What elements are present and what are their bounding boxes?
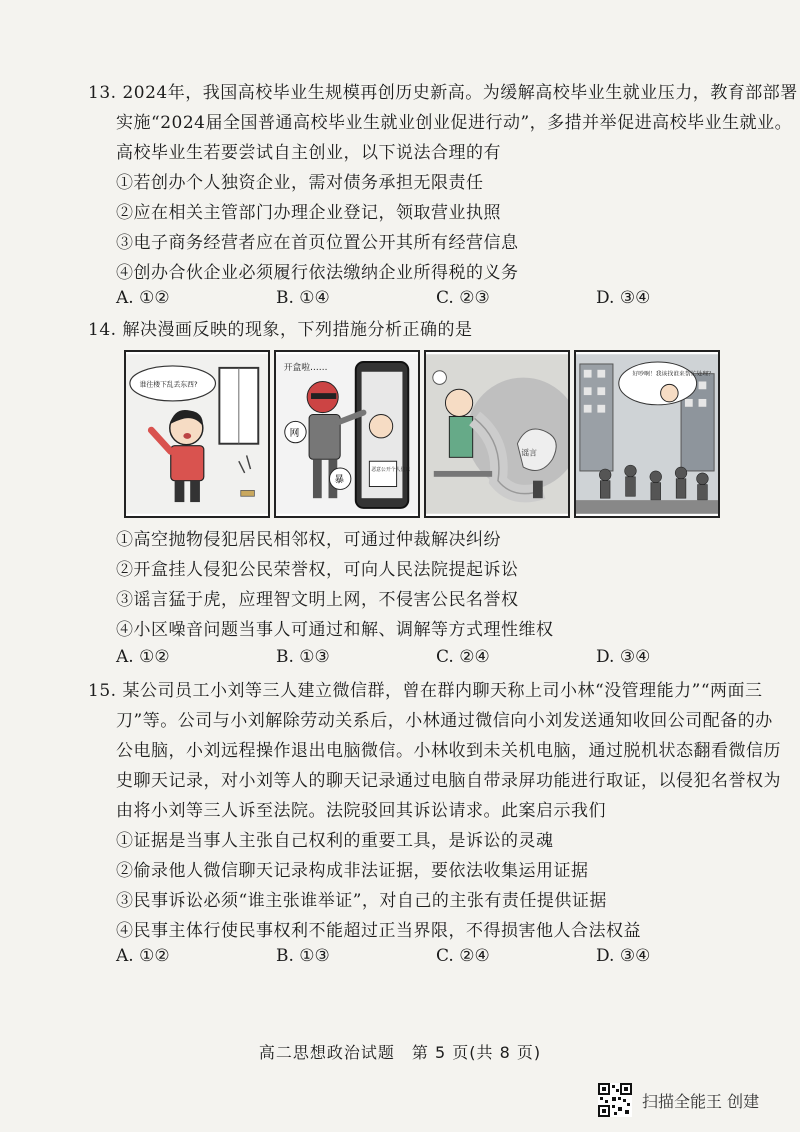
question-14-items bbox=[88, 525, 738, 677]
comic-panel-doxxing bbox=[274, 350, 420, 518]
q13-options bbox=[88, 288, 738, 318]
doxxing-illustration bbox=[276, 352, 418, 516]
q13-item: ②应在相关主管部门办理企业登记，领取营业执照 bbox=[116, 203, 501, 223]
panel2-caption: 开盒啦…… bbox=[283, 362, 328, 373]
q13-stem-line: 13. 2024年，我国高校毕业生规模再创历史新高。为缓解高校毕业生就业压力，教育部部署 bbox=[88, 83, 798, 103]
q15-options bbox=[88, 946, 738, 976]
panel2-phone-text: 恶意公开个人信息 bbox=[371, 466, 411, 473]
qr-code-icon bbox=[598, 1083, 632, 1117]
q13-item: ④创办合伙企业必须履行依法缴纳企业所得税的义务 bbox=[116, 263, 519, 283]
scanner-label: 扫描全能王 创建 bbox=[642, 1091, 760, 1111]
option-a[interactable]: A. ①② bbox=[116, 946, 170, 966]
panel2-tag-left: 网 bbox=[289, 427, 300, 439]
q13-stem-line: 高校毕业生若要尝试自主创业，以下说法合理的有 bbox=[116, 143, 501, 163]
q14-item: ②开盒挂人侵犯公民荣誉权，可向人民法院提起诉讼 bbox=[116, 560, 519, 580]
option-d[interactable]: D. ③④ bbox=[596, 647, 651, 667]
q15-stem-line: 公电脑，小刘远程操作退出电脑微信。小林收到未关机电脑，通过脱机状态翻看微信历 bbox=[116, 741, 781, 761]
comic-panel-littering bbox=[124, 350, 270, 518]
panel1-bubble-text: 谁往楼下乱丢东西? bbox=[139, 380, 198, 389]
question-14-stem bbox=[88, 315, 738, 345]
panel2-tag-right: 暴 bbox=[334, 474, 345, 486]
littering-illustration bbox=[126, 352, 268, 516]
option-b[interactable]: B. ①④ bbox=[276, 288, 330, 308]
q14-item: ①高空抛物侵犯居民相邻权，可通过仲裁解决纠纷 bbox=[116, 530, 501, 550]
q14-options bbox=[88, 647, 738, 677]
option-c[interactable]: C. ②③ bbox=[436, 288, 490, 308]
q15-item: ②偷录他人微信聊天记录构成非法证据，要依法收集运用证据 bbox=[116, 861, 589, 881]
q15-stem-line: 刀”等。公司与小刘解除劳动关系后，小林通过微信向小刘发送通知收回公司配备的办 bbox=[116, 711, 773, 731]
comic-panel-noise bbox=[574, 350, 720, 518]
q15-item: ①证据是当事人主张自己权利的重要工具，是诉讼的灵魂 bbox=[116, 831, 554, 851]
q13-item: ③电子商务经营者应在首页位置公开其所有经营信息 bbox=[116, 233, 519, 253]
option-b[interactable]: B. ①③ bbox=[276, 946, 330, 966]
option-a[interactable]: A. ①② bbox=[116, 647, 170, 667]
option-b[interactable]: B. ①③ bbox=[276, 647, 330, 667]
option-a[interactable]: A. ①② bbox=[116, 288, 170, 308]
question-15 bbox=[88, 676, 781, 976]
comic-strip bbox=[124, 350, 720, 518]
q14-stem: 14. 解决漫画反映的现象，下列措施分析正确的是 bbox=[88, 320, 473, 340]
q14-item: ③谣言猛于虎，应理智文明上网，不侵害公民名誉权 bbox=[116, 590, 519, 610]
panel4-bubble-text: 好吵啊！我该找谁来帮忙处理？ bbox=[632, 371, 715, 378]
comic-panel-rumor bbox=[424, 350, 570, 518]
q15-stem-line: 由将小刘等三人诉至法院。法院驳回其诉讼请求。此案启示我们 bbox=[116, 801, 606, 821]
scanner-watermark bbox=[598, 1080, 798, 1120]
q15-stem-line: 15. 某公司员工小刘等三人建立微信群，曾在群内聊天称上司小林“没管理能力”“两面三 bbox=[88, 681, 763, 701]
rumor-illustration bbox=[426, 352, 568, 516]
option-c[interactable]: C. ②④ bbox=[436, 647, 490, 667]
page-footer: 高二思想政治试题 第 5 页(共 8 页) bbox=[258, 1043, 542, 1062]
q13-item: ①若创办个人独资企业，需对债务承担无限责任 bbox=[116, 173, 484, 193]
question-13 bbox=[88, 78, 798, 318]
noise-illustration bbox=[576, 352, 718, 516]
option-d[interactable]: D. ③④ bbox=[596, 946, 651, 966]
option-c[interactable]: C. ②④ bbox=[436, 946, 490, 966]
q15-item: ④民事主体行使民事权利不能超过正当界限，不得损害他人合法权益 bbox=[116, 921, 641, 941]
q15-item: ③民事诉讼必须“谁主张谁举证”，对自己的主张有责任提供证据 bbox=[116, 891, 607, 911]
option-d[interactable]: D. ③④ bbox=[596, 288, 651, 308]
q15-stem-line: 史聊天记录，对小刘等人的聊天记录通过电脑自带录屏功能进行取证，以侵犯名誉权为 bbox=[116, 771, 781, 791]
q14-item: ④小区噪音问题当事人可通过和解、调解等方式理性维权 bbox=[116, 620, 554, 640]
panel3-label: 谣言 bbox=[521, 448, 537, 458]
q13-stem-line: 实施“2024届全国普通高校毕业生就业创业促进行动”，多措并举促进高校毕业生就业。 bbox=[116, 113, 793, 133]
